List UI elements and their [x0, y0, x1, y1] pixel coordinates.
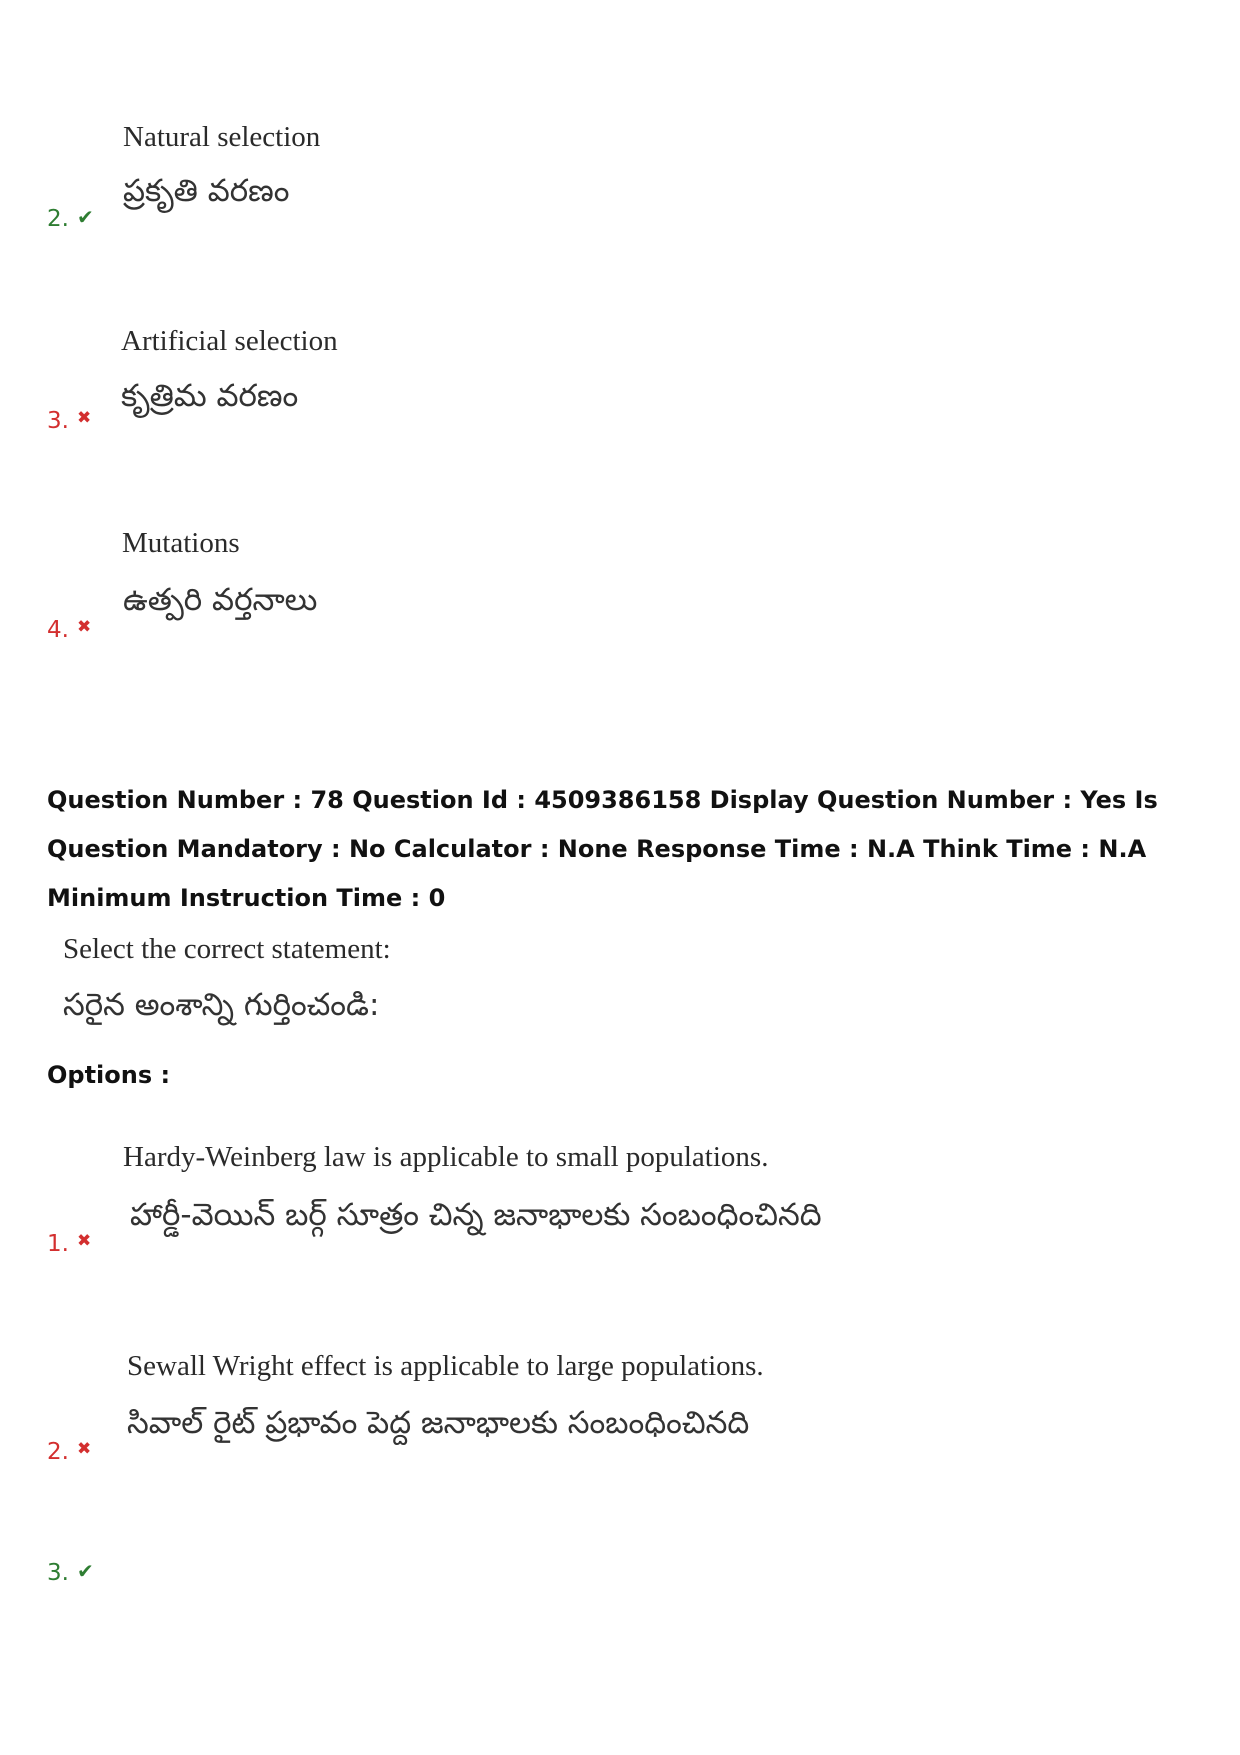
option-1-text-en: Hardy-Weinberg law is applicable to small populations. — [123, 1141, 769, 1173]
prev-option-4-text-te: ఉత్పరి వర్తనాలు — [123, 582, 318, 618]
option-number: 4. — [47, 617, 69, 643]
cross-icon: ✖ — [76, 408, 92, 428]
cross-icon: ✖ — [76, 617, 92, 637]
question-info: Question Number : 78 Question Id : 4509386158 Display Question Number : Yes Is Question Mandatory : No Calculator : None Response Time : N.A Think Time : N.A Minimum Instruction Time : 0 — [47, 786, 1158, 912]
cross-icon: ✖ — [76, 1439, 92, 1459]
question-text-te: సరైన అంశాన్ని గుర్తించండి: — [63, 987, 380, 1023]
option-number: 3. — [47, 1560, 69, 1586]
prev-option-2-text-en: Natural selection — [123, 121, 321, 153]
option-number: 1. — [47, 1231, 69, 1257]
prev-option-2-marker — [47, 203, 94, 233]
check-icon: ✔ — [76, 1559, 94, 1583]
check-icon: ✔ — [76, 205, 94, 229]
cross-icon: ✖ — [76, 1231, 92, 1251]
option-1-marker — [47, 1227, 91, 1258]
question-text-en: Select the correct statement: — [63, 933, 391, 965]
option-1-text-te: హార్డీ-వెయిన్ బర్గ్ సూత్రం చిన్న జనాభాలకు సంబంధించినది — [130, 1197, 822, 1233]
prev-option-3-text-en: Artificial selection — [121, 325, 338, 357]
prev-option-4-marker — [47, 613, 91, 644]
option-2-marker — [47, 1435, 91, 1466]
option-number: 3. — [47, 408, 69, 434]
option-3-marker — [47, 1557, 94, 1587]
options-label: Options : — [47, 1061, 171, 1089]
prev-option-4-text-en: Mutations — [122, 527, 240, 559]
prev-option-3-marker — [47, 404, 91, 435]
prev-option-2-text-te: ప్రకృతి వరణం — [123, 173, 290, 209]
option-2-text-en: Sewall Wright effect is applicable to large populations. — [127, 1350, 764, 1382]
option-number: 2. — [47, 1439, 69, 1465]
option-number: 2. — [47, 206, 69, 232]
prev-option-3-text-te: కృత్రిమ వరణం — [121, 378, 299, 414]
option-2-text-te: సివాల్ రైట్ ప్రభావం పెద్ద జనాభాలకు సంబంధించినది — [127, 1405, 750, 1441]
